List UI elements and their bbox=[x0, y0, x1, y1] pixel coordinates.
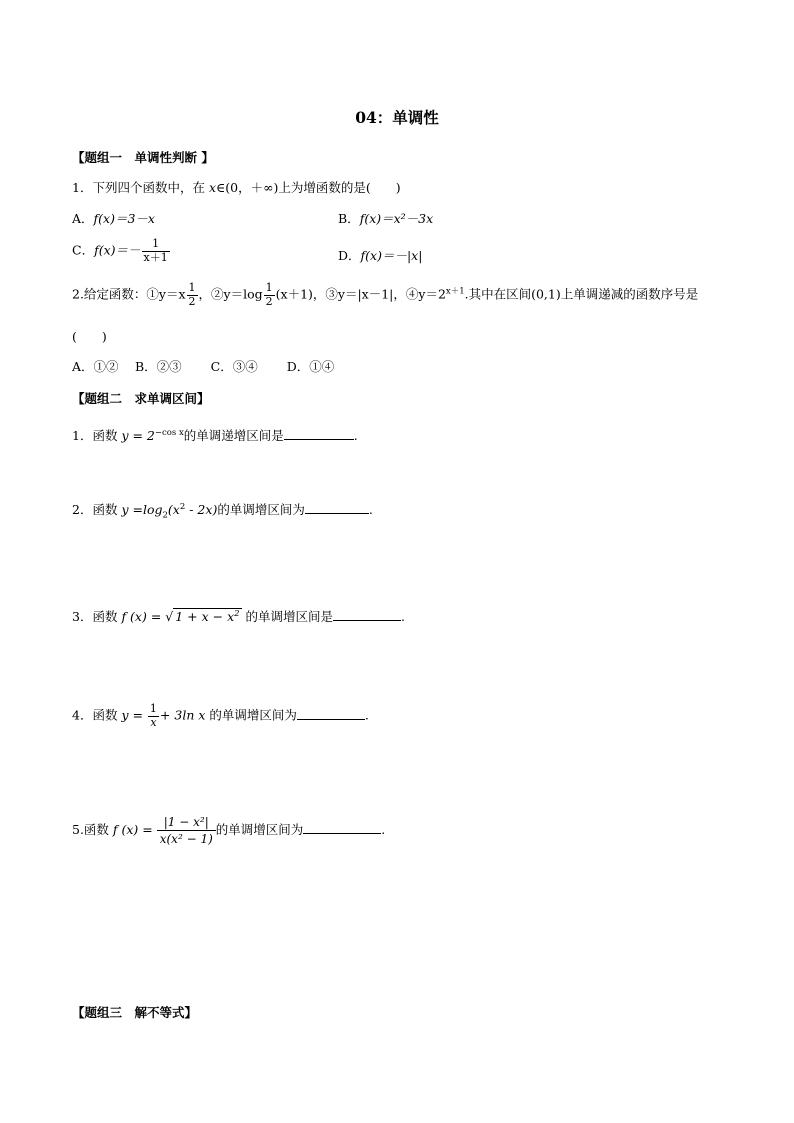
fraction bbox=[157, 814, 216, 847]
exponent: 2 bbox=[179, 501, 186, 512]
period: . bbox=[364, 707, 369, 723]
g1q2-answer-paren: ( ) bbox=[72, 329, 107, 344]
option-label: C． bbox=[72, 242, 95, 258]
math-expr: y = bbox=[121, 707, 147, 723]
exponent: 2 bbox=[234, 608, 240, 619]
radicand-text: 1 + x − x bbox=[175, 609, 235, 624]
fraction-denominator: x＋1 bbox=[143, 250, 168, 264]
g1q1-stem-text-a: 1．下列四个函数中，在 bbox=[72, 180, 209, 195]
g1q2-text-4: .其中在区间(0,1)上单调递减的函数序号是 bbox=[464, 286, 699, 302]
g1q2-options: A．①② B．②③ C．③④ D．①④ bbox=[72, 359, 335, 374]
answer-blank[interactable] bbox=[297, 707, 365, 720]
g1q1-option-c bbox=[72, 238, 171, 264]
option-label: B． bbox=[338, 211, 360, 226]
option-label: D． bbox=[338, 248, 361, 263]
fraction bbox=[142, 238, 170, 264]
group1-header: 【题组一 单调性判断 】 bbox=[72, 150, 214, 165]
question-text: 的单调递增区间是 bbox=[183, 428, 284, 443]
g1q2-text-3: (x＋1)，③y＝|x－1|，④y＝2 bbox=[275, 286, 446, 302]
math-expr: f (x) = bbox=[121, 609, 166, 624]
log-base: 2 bbox=[162, 510, 168, 521]
sqrt-symbol: √ bbox=[165, 609, 174, 624]
group2-header: 【题组二 求单调区间】 bbox=[72, 391, 210, 406]
fraction-denominator: x bbox=[150, 715, 157, 729]
g1-question-1-stem bbox=[72, 178, 401, 196]
question-text: 的单调增区间为 bbox=[205, 707, 297, 723]
question-prefix: 2．函数 bbox=[72, 502, 122, 517]
period: . bbox=[353, 428, 358, 443]
exponent: x＋1 bbox=[445, 286, 465, 297]
question-prefix: 5.函数 bbox=[72, 822, 113, 838]
g2-question-3 bbox=[72, 607, 405, 625]
answer-blank[interactable] bbox=[333, 608, 401, 621]
math-expr: f (x) = bbox=[112, 822, 157, 838]
math-expr-tail: + 3ln x bbox=[159, 707, 206, 723]
fraction-numerator: 1 bbox=[265, 281, 273, 294]
exponent: −cos x bbox=[154, 427, 184, 438]
question-prefix: 1．函数 bbox=[72, 428, 122, 443]
answer-blank[interactable] bbox=[284, 427, 354, 440]
g1q1-stem-var: x bbox=[208, 180, 216, 195]
fraction-numerator: 1 bbox=[142, 238, 170, 252]
fraction-denominator: 2 bbox=[265, 294, 273, 308]
g1q1-option-b bbox=[338, 209, 433, 227]
g2-question-5 bbox=[72, 814, 385, 847]
question-prefix: 4．函数 bbox=[72, 707, 122, 723]
g1-question-2-stem bbox=[72, 282, 698, 308]
answer-blank[interactable] bbox=[305, 501, 369, 514]
answer-blank[interactable] bbox=[303, 821, 381, 834]
option-expr: f(x)＝－ bbox=[94, 242, 141, 258]
group3-header: 【题组三 解不等式】 bbox=[72, 1005, 198, 1020]
question-text: 的单调增区间为 bbox=[217, 502, 305, 517]
option-expr: f(x)＝－|x| bbox=[360, 248, 423, 263]
period: . bbox=[401, 609, 406, 624]
g1q2-text-1: 2.给定函数：①y＝x bbox=[72, 286, 186, 302]
fraction bbox=[187, 282, 198, 308]
period: . bbox=[381, 822, 386, 838]
fraction-denominator: x(x² − 1) bbox=[159, 832, 213, 847]
fraction-numerator: 1 bbox=[149, 702, 157, 715]
fraction-numerator: 1 bbox=[188, 281, 196, 294]
radicand bbox=[173, 608, 241, 624]
option-label: A． bbox=[72, 211, 94, 226]
g2-question-2 bbox=[72, 500, 373, 521]
question-prefix: 3．函数 bbox=[72, 609, 122, 624]
math-arg-end: - 2x) bbox=[185, 502, 218, 517]
math-arg: (x bbox=[167, 502, 180, 517]
math-expr: y =log bbox=[121, 502, 163, 517]
fraction bbox=[264, 282, 275, 308]
fraction bbox=[148, 703, 159, 729]
fraction-denominator: 2 bbox=[188, 294, 196, 308]
option-expr: f(x)＝3－x bbox=[93, 211, 155, 226]
g1q2-text-2: ，②y＝log bbox=[198, 286, 263, 302]
page-title: 04：单调性 bbox=[355, 108, 439, 127]
option-expr: f(x)＝x²－3x bbox=[359, 211, 434, 226]
math-expr: y = 2 bbox=[121, 428, 155, 443]
g2-question-1 bbox=[72, 426, 358, 444]
question-text: 的单调增区间是 bbox=[241, 609, 334, 624]
g1q1-stem-text-b: ∈(0，＋∞)上为增函数的是( ) bbox=[216, 180, 401, 195]
g1q1-option-d bbox=[338, 246, 422, 264]
g2-question-4 bbox=[72, 703, 369, 729]
fraction-numerator: |1 − x²| bbox=[157, 814, 216, 831]
g1q1-option-a bbox=[72, 209, 155, 227]
period: . bbox=[368, 502, 373, 517]
question-text: 的单调增区间为 bbox=[215, 822, 304, 838]
